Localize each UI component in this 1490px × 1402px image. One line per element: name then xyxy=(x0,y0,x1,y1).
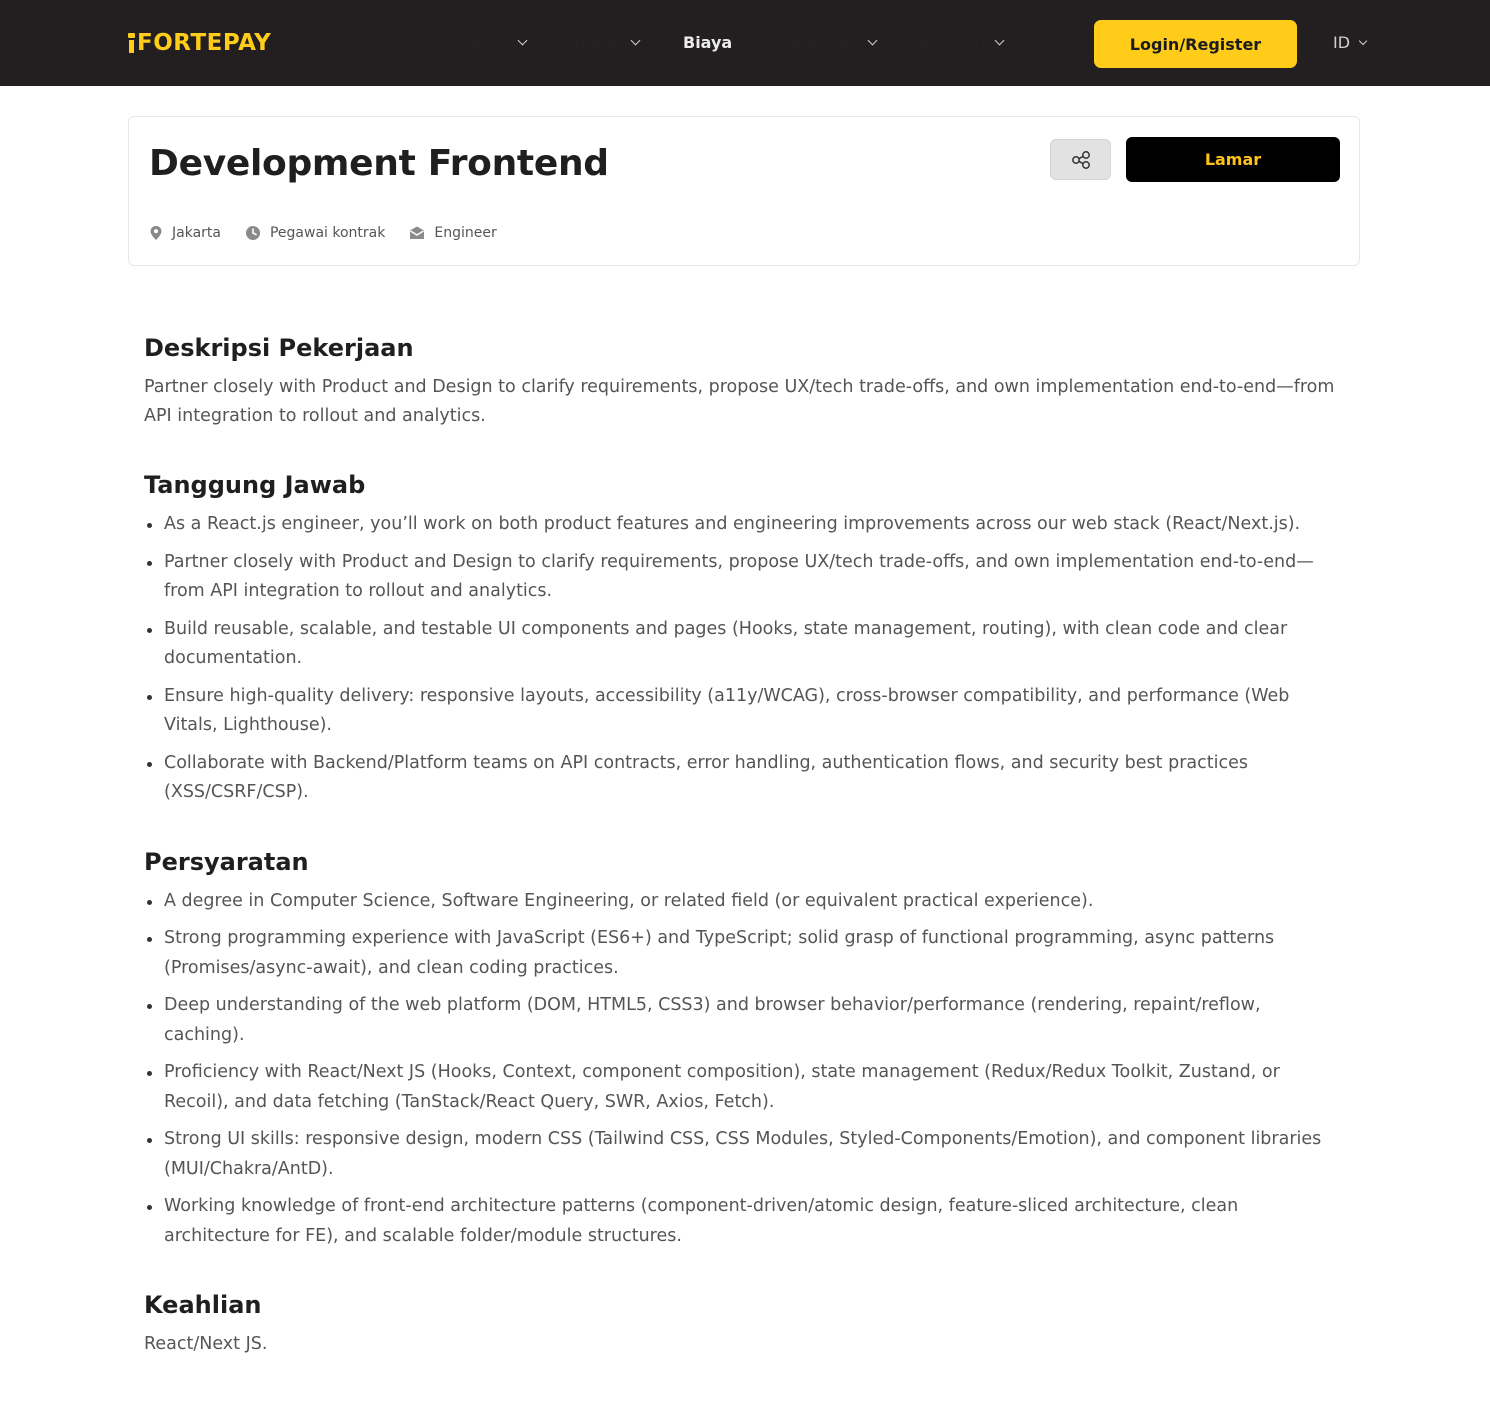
nav-biaya-label: Biaya xyxy=(683,33,733,52)
job-header-card xyxy=(128,116,1360,266)
share-button[interactable] xyxy=(1050,139,1111,180)
job-location-text: Jakarta xyxy=(172,225,221,241)
apply-button[interactable]: Lamar xyxy=(1126,137,1340,182)
list-item: Deep understanding of the web platform (DOM, HTML5, CSS3) and browser behavior/performance (rendering, repaint/reflow, caching). xyxy=(144,991,1344,1050)
job-location xyxy=(149,225,221,241)
clock-icon xyxy=(245,225,261,241)
job-employment-type-text: Pegawai kontrak xyxy=(269,225,386,241)
list-item: Build reusable, scalable, and testable UI components and pages (Hooks, state management, routing), with clean code and clear documentation. xyxy=(144,615,1344,674)
nav-perusahaan-label: Perusahaan xyxy=(764,33,858,52)
share-icon xyxy=(1071,151,1091,169)
list-item: Working knowledge of front-end architecture patterns (component-driven/atomic design, feature-sliced architecture, clean architecture for FE), and scalable folder/module structures. xyxy=(144,1192,1344,1251)
job-category-text: Engineer xyxy=(434,225,497,241)
list-item: Partner closely with Product and Design to clarify requirements, propose UX/tech trade-offs, and own implementation end-to-end—from API integration to rollout and analytics. xyxy=(144,548,1344,607)
chevron-down-icon xyxy=(631,36,641,46)
nav-bantuan-label: Bantuan xyxy=(918,33,986,52)
description-section xyxy=(144,332,1344,431)
chevron-down-icon xyxy=(1359,36,1367,44)
section-title: Tanggung Jawab xyxy=(144,471,366,499)
nav-perusahaan[interactable] xyxy=(764,33,876,52)
language-selector[interactable] xyxy=(1333,33,1366,52)
chevron-down-icon xyxy=(995,36,1005,46)
section-title: Keahlian xyxy=(144,1291,262,1319)
section-title: Persyaratan xyxy=(144,847,309,876)
briefcase-icon xyxy=(409,225,425,241)
list-item: A degree in Computer Science, Software Engineering, or related field (or equivalent practical experience). xyxy=(144,887,1344,917)
nav-bantuan[interactable] xyxy=(918,33,1003,52)
list-item: As a React.js engineer, you’ll work on both product features and engineering improvements across our web stack (React/Next.js). xyxy=(144,510,1344,540)
job-employment-type xyxy=(245,225,385,241)
description-text: Partner closely with Product and Design to clarify requirements, propose UX/tech trade-offs, and own implementation end-to-end—from API integration to rollout and analytics. xyxy=(144,377,1335,426)
job-title: Development Frontend xyxy=(149,143,609,184)
requirements-list xyxy=(144,887,1344,1252)
nav-solusi[interactable] xyxy=(461,33,526,52)
nav-produk-label: Produk xyxy=(566,33,621,52)
skills-section xyxy=(144,1289,1344,1359)
list-item: Proficiency with React/Next JS (Hooks, Context, component composition), state management (Redux/Redux Toolkit, Zustand, or Recoil), and data fetching (TanStack/React Query, SWR, Axios, Fetch). xyxy=(144,1058,1344,1117)
nav-solusi-label: Solusi xyxy=(461,33,509,52)
logo-text: FORTEPAY xyxy=(137,30,272,56)
job-meta xyxy=(149,225,521,241)
section-title: Deskripsi Pekerjaan xyxy=(144,334,414,362)
list-item: Collaborate with Backend/Platform teams on API contracts, error handling, authentication flows, and security best practices (XSS/CSRF/CSP). xyxy=(144,749,1344,808)
job-details xyxy=(144,332,1344,1397)
job-category xyxy=(409,225,496,241)
list-item: Ensure high-quality delivery: responsive layouts, accessibility (a11y/WCAG), cross-browser compatibility, and performance (Web Vitals, Lighthouse). xyxy=(144,682,1344,741)
chevron-down-icon xyxy=(518,36,528,46)
location-pin-icon xyxy=(149,225,163,241)
list-item: Strong UI skills: responsive design, modern CSS (Tailwind CSS, CSS Modules, Styled-Components/Emotion), and component libraries (MUI/Chakra/AntD). xyxy=(144,1125,1344,1184)
chevron-down-icon xyxy=(867,36,877,46)
language-label: ID xyxy=(1333,33,1351,52)
logo-mark-icon xyxy=(128,33,135,53)
fortepay-logo[interactable] xyxy=(128,30,271,56)
requirements-section xyxy=(144,846,1344,1252)
responsibilities-section xyxy=(144,469,1344,808)
login-register-button[interactable]: Login/Register xyxy=(1094,20,1297,68)
skills-text: React/Next JS. xyxy=(144,1334,268,1354)
nav-biaya[interactable] xyxy=(683,33,732,52)
responsibilities-list xyxy=(144,510,1344,808)
top-navigation-bar xyxy=(0,0,1490,86)
nav-produk[interactable] xyxy=(566,33,639,52)
list-item: Strong programming experience with JavaScript (ES6+) and TypeScript; solid grasp of functional programming, async patterns (Promises/async-await), and clean coding practices. xyxy=(144,924,1344,983)
